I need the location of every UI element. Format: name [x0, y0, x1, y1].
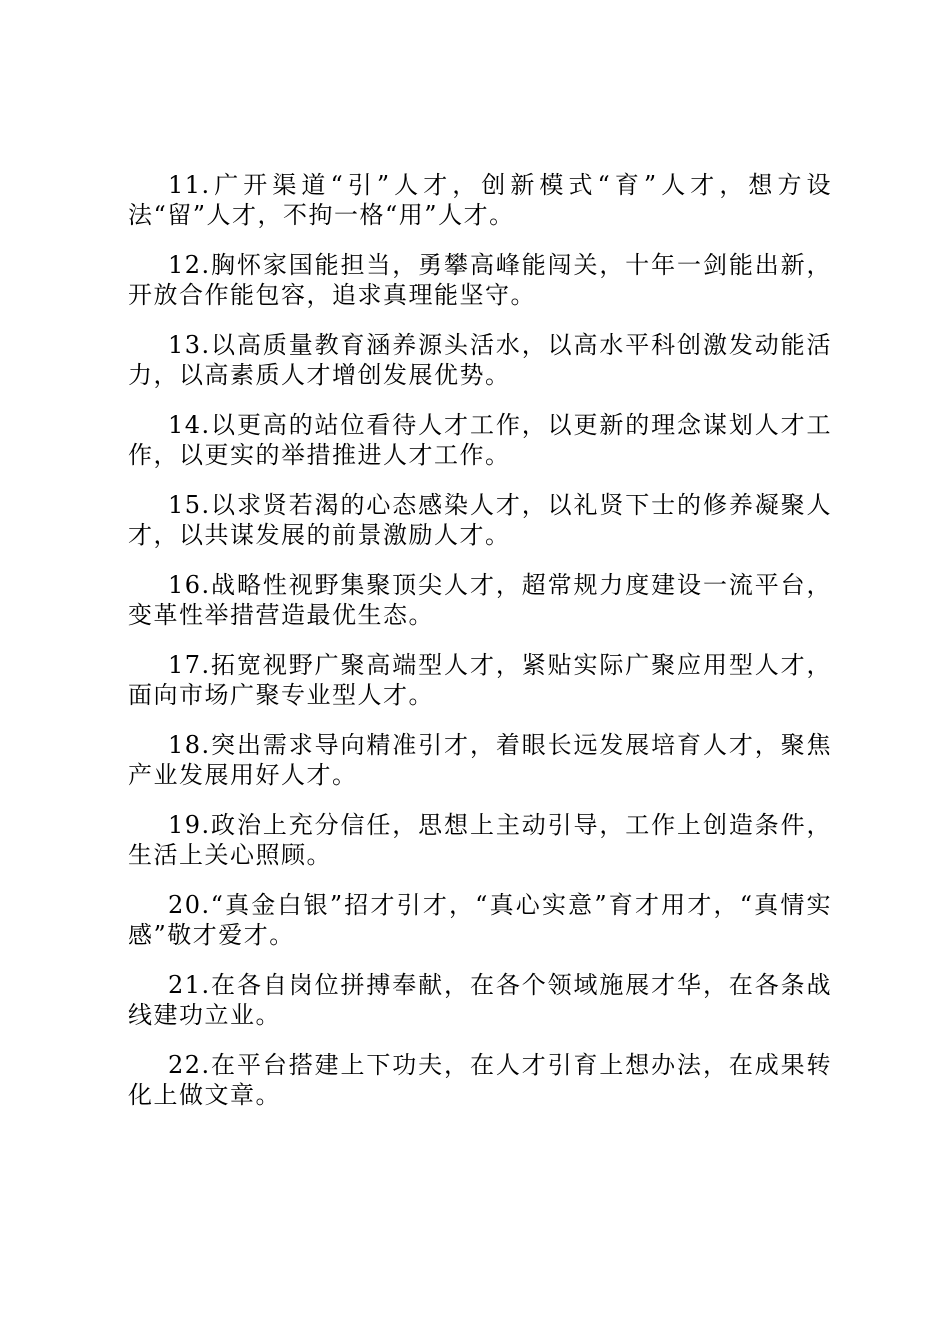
- paragraph-12: 12.胸怀家国能担当，勇攀高峰能闯关，十年一剑能出新，开放合作能包容，追求真理能坚守。: [128, 251, 832, 309]
- paragraph-14: 14.以更高的站位看待人才工作，以更新的理念谋划人才工作，以更实的举措推进人才工作。: [128, 411, 832, 469]
- paragraph-22: 22.在平台搭建上下功夫，在人才引育上想办法，在成果转化上做文章。: [128, 1051, 832, 1109]
- paragraph-13: 13.以高质量教育涵养源头活水，以高水平科创激发动能活力，以高素质人才增创发展优势。: [128, 331, 832, 389]
- paragraph-17: 17.拓宽视野广聚高端型人才，紧贴实际广聚应用型人才，面向市场广聚专业型人才。: [128, 651, 832, 709]
- paragraph-20: 20.“真金白银”招才引才，“真心实意”育才用才，“真情实感”敬才爱才。: [128, 891, 832, 949]
- document-body: [128, 170, 832, 1130]
- paragraph-19: 19.政治上充分信任，思想上主动引导，工作上创造条件，生活上关心照顾。: [128, 811, 832, 869]
- paragraph-15: 15.以求贤若渴的心态感染人才，以礼贤下士的修养凝聚人才，以共谋发展的前景激励人才。: [128, 491, 832, 549]
- paragraph-16: 16.战略性视野集聚顶尖人才，超常规力度建设一流平台，变革性举措营造最优生态。: [128, 571, 832, 629]
- paragraph-18: 18.突出需求导向精准引才，着眼长远发展培育人才，聚焦产业发展用好人才。: [128, 731, 832, 789]
- paragraph-21: 21.在各自岗位拼搏奉献，在各个领域施展才华，在各条战线建功立业。: [128, 971, 832, 1029]
- paragraph-11: 11.广开渠道“引”人才，创新模式“育”人才，想方设法“留”人才，不拘一格“用”人才。: [128, 171, 832, 229]
